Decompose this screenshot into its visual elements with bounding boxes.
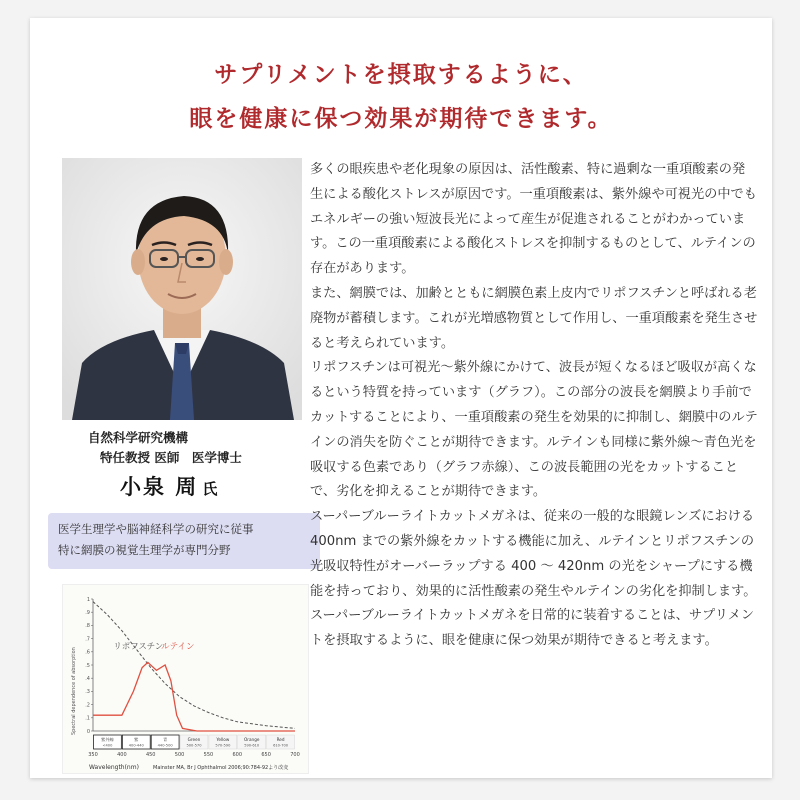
y-tick-label: .7 <box>85 636 90 643</box>
band-range: 570-590 <box>215 743 231 748</box>
y-tick-label: .3 <box>85 689 90 696</box>
specialty-line-2: 特に網膜の視覚生理学が専門分野 <box>58 543 231 557</box>
y-tick-label: 0 <box>86 728 90 735</box>
band-range: 400-440 <box>128 743 144 748</box>
person-name-text: 小泉 周 <box>120 475 199 499</box>
heading-line-2: 眼を健康に保つ効果が期待できます。 <box>189 106 613 132</box>
y-tick-label: .5 <box>85 662 90 669</box>
y-tick-label: .1 <box>85 715 90 722</box>
name-honorific: 氏 <box>202 480 218 498</box>
paragraph-2: また、網膜では、加齢とともに網膜色素上皮内でリポフスチンと呼ばれる老廃物が蓄積します。これが光増感物質として作用し、一重項酸素を発生させると考えられています。 <box>310 285 758 351</box>
paragraph-5: スーパーブルーライトカットメガネを日常的に装着することは、サプリメントを摂取するように、眼を健康に保つ効果が期待できると考えます。 <box>310 608 755 649</box>
specialty-line-1: 医学生理学や脳神経科学の研究に従事 <box>58 522 254 536</box>
article-body <box>310 158 758 654</box>
band-label: Yellow <box>216 737 230 742</box>
content-card <box>30 18 772 778</box>
x-axis-label: Wavelength(nm) <box>89 764 139 771</box>
band-label: 青 <box>163 737 168 742</box>
band-range: 590-610 <box>244 743 260 748</box>
heading-line-1: サプリメントを摂取するように、 <box>214 62 588 88</box>
x-tick-label: 350 <box>88 752 98 758</box>
band-range: 610-700 <box>273 743 289 748</box>
portrait-photo <box>62 158 302 420</box>
band-label: Red <box>276 737 285 742</box>
y-tick-label: .6 <box>85 649 90 656</box>
band-label: Green <box>187 737 201 742</box>
band-range: 440-500 <box>157 743 173 748</box>
specialty-note <box>48 513 320 569</box>
series-label-lipofuscin: リポフスチン <box>113 642 164 653</box>
paragraph-4: スーパーブルーライトカットメガネは、従来の一般的な眼鏡レンズにおける 400nm までの紫外線をカットする機能に加え、ルテインとリポフスチンの光吸収特性がオーバーラップする 400 〜 420nm の光をシャープにする機能を持っており、効果的に活性酸素の発生やルテインの劣化を抑制します。 <box>310 509 757 599</box>
affiliation-title: 特任教授 医師 医学博士 <box>100 450 242 465</box>
chart-source: Mainster MA, Br J Ophthalmol 2006;90:784-92より改変 <box>153 765 289 771</box>
absorption-chart <box>62 584 309 774</box>
x-tick-label: 400 <box>117 752 127 758</box>
portrait-illustration <box>62 158 302 420</box>
band-label: 紫 <box>134 737 139 742</box>
y-tick-label: .4 <box>85 676 90 682</box>
series-label-lutein: ルテイン <box>161 642 195 653</box>
band-label: Orange <box>243 737 260 742</box>
x-tick-label: 500 <box>174 752 185 758</box>
absorption-chart-svg <box>63 585 308 773</box>
paragraph-3: リポフスチンは可視光〜紫外線にかけて、波長が短くなるほど吸収が高くなるという特質を持っています（グラフ）。この部分の波長を網膜より手前でカットすることにより、一重項酸素の発生を効果的に抑制し、網膜中のルテインの消失を防ぐことが期待できます。ルテインも同様に紫外線〜青色光を吸収する色素であり（グラフ赤線）、この波長範囲の光をカットすることで、劣化を抑えることが期待できます。 <box>310 360 758 500</box>
series-line-lipofuscin <box>93 602 295 729</box>
y-tick-label: .2 <box>85 702 90 709</box>
x-tick-label: 450 <box>145 752 156 758</box>
paragraph-1: 多くの眼疾患や老化現象の原因は、活性酸素、特に過剰な一重項酸素の発生による酸化ストレスが原因です。一重項酸素は、紫外線や可視光の中でもエネルギーの強い短波長光によって産生が促進されることがわかっています。この一重項酸素による酸化ストレスを抑制するものとして、ルテインの存在があります。 <box>310 162 757 277</box>
person-name <box>120 471 217 501</box>
y-axis-label: Spectral dependence of absorption <box>71 647 77 735</box>
y-tick-label: .9 <box>85 610 90 616</box>
series-line-lutein <box>93 662 295 731</box>
x-tick-label: 600 <box>232 752 243 758</box>
affiliation-institute: 自然科学研究機構 <box>88 430 189 445</box>
band-range: <400 <box>102 743 113 748</box>
band-range: 500-570 <box>186 743 202 748</box>
band-label: 紫外線 <box>101 737 114 742</box>
x-tick-label: 550 <box>203 752 214 758</box>
y-tick-label: 1 <box>86 596 90 603</box>
x-tick-label: 650 <box>261 752 271 758</box>
y-tick-label: .8 <box>85 623 90 630</box>
x-tick-label: 700 <box>290 752 300 758</box>
